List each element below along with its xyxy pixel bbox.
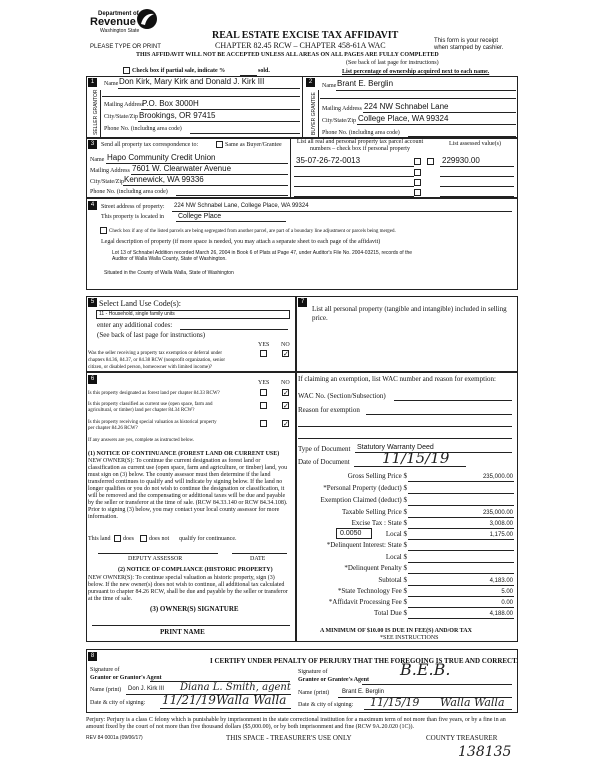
buyer-side-label: BUYER GRANTEE (311, 92, 317, 135)
grantee-date-city-label: Date & city of signing: (298, 702, 354, 708)
logo-dept-of: Department of (98, 11, 139, 17)
exemption-no-checkbox[interactable]: ✓ (283, 350, 289, 358)
segregated-parcel-checkbox[interactable] (427, 158, 434, 165)
assessed-value-header: List assessed value(s) (449, 141, 501, 147)
form-title: REAL ESTATE EXCISE TAX AFFIDAVIT (212, 30, 399, 41)
tax-row-value[interactable]: 1,175.00 (489, 532, 513, 538)
tax-row-label: *Delinquent Penalty $ (344, 564, 407, 572)
personal-property-text-1: List all personal property (tangible and intangible) included in selling (312, 305, 507, 313)
parcel-assessed-value[interactable]: 229930.00 (442, 156, 480, 165)
grantee-print-name[interactable]: Brant E. Berglin (342, 689, 385, 695)
see-instructions-note: *SEE INSTRUCTIONS (380, 635, 439, 641)
exemption-yes-checkbox[interactable] (260, 350, 267, 357)
tax-row-label: Local $ (385, 530, 407, 538)
corr-mailing-value[interactable]: 7601 W. Clearwater Avenue (132, 164, 232, 173)
land-use-code-value[interactable]: 11 - Household, single family units (99, 311, 175, 317)
corr-phone-label: Phone No. (including area code) (90, 189, 168, 195)
section-1-badge: 1 (88, 78, 97, 87)
grantor-signature-of: Signature of (90, 667, 120, 673)
same-as-buyer-label: Same as Buyer/Grantee (225, 142, 282, 148)
forest-yes-header: YES (258, 380, 270, 386)
segregated-checkbox[interactable] (100, 227, 107, 234)
personal-property-text-2: price. (312, 314, 328, 322)
same-as-buyer-checkbox[interactable] (216, 141, 223, 148)
grantee-signature[interactable]: B.E.B. (400, 660, 451, 679)
perjury-notice: Perjury: Perjury is a class C felony which is punishable by imprisonment in the state correctional institution for a maximum term of not more than five years, or by a fine in an amount fixed by the court of not more than five thousand dollars ($5,000.00), or by both imprisonment and fine (RCW 9A.20.020 (1C)). (86, 717, 506, 730)
tax-row-label: Excise Tax : State $ (351, 519, 407, 527)
parcels-header: List all real and personal property tax parcel account numbers – check box if personal property (296, 139, 424, 152)
qualify-continuance-label: qualify for continuance. (179, 536, 237, 542)
forest-no-header: NO (281, 380, 290, 386)
legal-description-line-3[interactable]: Situated in the County of Walla Walla, State of Washington (104, 270, 234, 276)
grantee-signing-city[interactable]: Walla Walla (440, 696, 505, 709)
notice-compliance-body: NEW OWNER(S): To continue special valuation as historic property, sign (3) below. If the new owner(s) does not wish to continue, all additional tax calculated pursuant to chapter 84.26 RCW, shall be due and payable by the seller or transferor at the time of sale. (88, 575, 288, 602)
section-2-badge: 2 (306, 78, 315, 87)
forest-q3-yes-checkbox[interactable] (260, 420, 267, 427)
corr-name-value[interactable]: Hapo Community Credit Union (107, 153, 216, 162)
seller-mailing-label: Mailing Address (104, 102, 144, 108)
receipt-note: This form is your receipt when stamped by cashier. (434, 38, 504, 51)
buyer-mailing-value[interactable]: 224 NW Schnabel Lane (364, 102, 449, 111)
exemption-question-1: Was the seller receiving a property tax exemption or deferral under (88, 351, 222, 356)
section-7-badge: 7 (298, 298, 307, 307)
seller-city-value[interactable]: Brookings, OR 97415 (139, 111, 216, 120)
ownership-note: List percentage of ownership acquired next to each name. (342, 69, 490, 75)
section-8-badge: 8 (88, 652, 97, 661)
tax-row-label: Subtotal $ (378, 576, 407, 584)
this-land-label: This land (88, 536, 111, 542)
notice-compliance-title: (2) NOTICE OF COMPLIANCE (HISTORIC PROPERTY) (118, 567, 273, 573)
tax-row-value[interactable]: 0.00 (501, 600, 513, 606)
legal-description-line-1[interactable]: Lot 13 of Schnabel Addition recorded March 26, 2004 in Book 6 of Plats at Page 47, under Auditor's File No. 2004-03215, records of the (112, 250, 413, 256)
grantor-signing-city[interactable]: Walla Walla (216, 693, 287, 707)
grantor-date-city-label: Date & city of signing: (90, 700, 146, 706)
grantee-signature-of: Signature of (298, 669, 328, 675)
please-type: PLEASE TYPE OR PRINT (90, 44, 161, 50)
additional-codes-label: enter any additional codes: (97, 321, 173, 329)
grantor-print-name[interactable]: Don J. Kirk III (128, 686, 165, 692)
seller-city-label: City/State/Zip (104, 114, 138, 120)
treasurer-stamp-number: 138135 (458, 744, 512, 760)
minimum-fee-note: A MINIMUM OF $10.00 IS DUE IN FEE(S) AND/OR TAX (320, 628, 472, 634)
tax-row-value[interactable]: 3,008.00 (489, 521, 513, 527)
buyer-name-value[interactable]: Brant E. Berglin (337, 79, 394, 88)
street-address-value[interactable]: 224 NW Schnabel Lane, College Place, WA 99324 (174, 203, 309, 209)
forest-q3-no-checkbox[interactable]: ✓ (283, 420, 289, 428)
wac-number-input[interactable] (394, 400, 512, 401)
deputy-date-line[interactable] (232, 553, 287, 554)
tax-row-label: Gross Selling Price $ (347, 472, 407, 480)
deputy-date-label: DATE (250, 556, 266, 562)
legal-description-label: Legal description of property (if more space is needed, you may attach a separate sheet to each page of the affidavit) (101, 239, 381, 245)
land-use-see-back: (See back of last page for instructions) (97, 331, 206, 339)
section-3-badge: 3 (88, 140, 97, 149)
notice-continuance-title: (1) NOTICE OF CONTINUANCE (FOREST LAND OR CURRENT USE) (88, 451, 280, 457)
logo-revenue: Revenue (90, 16, 136, 28)
form-chapter: CHAPTER 82.45 RCW – CHAPTER 458-61A WAC (215, 41, 386, 50)
corr-name-label: Name (90, 157, 105, 163)
send-correspondence-label: Send all property tax correspondence to: (101, 142, 199, 148)
personal-property-checkbox[interactable] (414, 158, 421, 165)
forest-q2-no-checkbox[interactable]: ✓ (283, 402, 289, 410)
forest-q1-yes-checkbox[interactable] (260, 389, 267, 396)
forest-q2-yes-checkbox[interactable] (260, 402, 267, 409)
tax-row-value[interactable]: 235,000.00 (482, 474, 513, 480)
section-4-badge: 4 (88, 201, 97, 210)
personal-property-checkbox[interactable] (414, 169, 421, 176)
buyer-mailing-label: Mailing Address (322, 106, 362, 112)
tax-row-value[interactable]: 4,188.00 (489, 611, 513, 617)
grantee-signing-date[interactable]: 11/15/19 (370, 696, 420, 709)
seller-name-value[interactable]: Don Kirk, Mary Kirk and Donald J. Kirk III (119, 77, 265, 86)
tax-row-label: Local $ (385, 553, 407, 561)
parcel-number[interactable]: 35-07-26-72-0013 (296, 156, 361, 165)
legal-description-line-2[interactable]: Auditor of Walla Walla County, State of Washington. (112, 256, 227, 262)
partial-sale-label: Check box if partial sale, indicate % (132, 68, 226, 74)
deputy-assessor-line[interactable] (98, 553, 218, 554)
grantor-agent-label: Grantor or Grantor's Agent (90, 675, 162, 681)
tax-row-label: Total Due $ (374, 609, 407, 617)
tax-row-value[interactable]: 5.00 (501, 589, 513, 595)
not-accepted-warning: THIS AFFIDAVIT WILL NOT BE ACCEPTED UNLESS ALL AREAS ON ALL PAGES ARE FULLY COMPLETED (136, 52, 439, 58)
seller-phone-label: Phone No. (including area code) (104, 126, 182, 132)
located-in-value[interactable]: College Place (178, 213, 222, 220)
personal-property-checkbox[interactable] (414, 189, 421, 196)
owner-signature-line[interactable] (92, 625, 290, 626)
segregated-label: Check box if any of the listed parcels are being segregated from another parcel, are part of a boundary line adjustment or parcels being merged. (109, 229, 396, 234)
corr-mailing-label: Mailing Address (90, 168, 130, 174)
section-5-badge: 5 (88, 298, 97, 307)
sold-label: sold. (258, 68, 270, 74)
tax-row-label: Exemption Claimed (deduct) $ (320, 496, 407, 504)
partial-sale-checkbox[interactable] (123, 67, 130, 74)
grantor-signing-date[interactable]: 11/21/19 (162, 693, 216, 707)
exemption-reason-input[interactable] (366, 414, 512, 415)
grantee-signature-line[interactable] (362, 684, 512, 685)
land-use-yes-header: YES (258, 342, 270, 348)
grantor-agent-signature[interactable]: Diana L. Smith, agent (180, 682, 291, 693)
street-address-label: Street address of property: (101, 204, 165, 210)
buyer-name-label: Name (322, 83, 337, 89)
forest-question-3b: per chapter 84.26 RCW? (88, 426, 138, 431)
buyer-phone-label: Phone No. (including area code) (322, 130, 400, 136)
tax-row-label: *Affidavit Processing Fee $ (328, 598, 407, 606)
grantee-name-print-label: Name (print) (298, 690, 330, 696)
seller-name-label: Name (104, 81, 119, 87)
county-treasurer-label: COUNTY TREASURER (426, 734, 498, 742)
land-use-no-header: NO (281, 342, 290, 348)
land-does-checkbox[interactable] (114, 535, 121, 542)
owner-signature-label: (3) OWNER(S) SIGNATURE (150, 605, 239, 613)
additional-codes-input[interactable] (180, 329, 288, 330)
seller-side-label: SELLER GRANTOR (93, 89, 99, 135)
deputy-assessor-label: DEPUTY ASSESSOR (128, 556, 183, 562)
land-use-label: Select Land Use Code(s): (99, 299, 181, 308)
tax-row-label: *State Technology Fee $ (337, 587, 407, 595)
exemption-question-2: chapters 84.36, 84.37, or 84.38 RCW (nonprofit organization, senior (88, 358, 226, 363)
wac-number-label: WAC No. (Section/Subsection) (298, 392, 386, 400)
notice-continuance-body: NEW OWNER(S): To continue the current designation as forest land or classification as current use (open space, farm and agriculture, or timber) land, you must sign on (3) below. The county assessor must then determine if the land transferred continues to qualify and will indicate by signing below. If the land no longer qualifies or you do not wish to continue the designation or classification, it will be removed and the compensating or additional taxes will be due and payable by the seller or transferor at the time of sale. (RCW 84.33.140 or RCW 84.34.108). Prior to signing (3) below, you may contact your local county assessor for more information. (88, 458, 288, 520)
land-does-label: does (123, 536, 134, 542)
land-does-not-checkbox[interactable] (140, 535, 147, 542)
certify-statement: I CERTIFY UNDER PENALTY OF PERJURY THAT THE FOREGOING IS TRUE AND CORRECT. (210, 657, 519, 665)
logo-state: Washington State (100, 28, 140, 34)
claim-exemption-label: If claiming an exemption, list WAC number and reason for exemption: (298, 375, 496, 383)
forest-question-2b: agricultural, or timber) land per chapter 84.34 RCW? (88, 408, 195, 413)
buyer-city-value[interactable]: College Place, WA 99324 (358, 114, 449, 123)
grantee-agent-label: Grantee or Grantee's Agent (298, 677, 370, 683)
local-rate-value[interactable]: 0.0050 (340, 530, 362, 537)
grantor-name-print-label: Name (print) (90, 687, 122, 693)
forest-q1-no-checkbox[interactable]: ✓ (283, 389, 289, 397)
tax-row-value[interactable]: 4,183.00 (489, 578, 513, 584)
section-6-badge: 6 (88, 375, 97, 384)
forest-question-3a: Is this property receiving special valuation as historical property (88, 420, 217, 425)
exemption-reason-label: Reason for exemption (298, 406, 360, 414)
tax-row-label: Taxable Selling Price $ (341, 508, 407, 516)
document-date-label: Date of Document (298, 458, 350, 466)
located-in-label: This property is located in (101, 214, 164, 220)
document-date-value[interactable]: 11/15/19 (382, 449, 450, 467)
exemption-question-3: citizen, or disabled person, homeowner with limited income)? (88, 365, 212, 370)
tax-row-label: *Delinquent Interest: State $ (326, 541, 407, 549)
corr-city-label: City/State/Zip (90, 179, 124, 185)
tax-row-value[interactable]: 235,000.00 (482, 510, 513, 516)
corr-city-value[interactable]: Kennewick, WA 99336 (124, 175, 204, 184)
tax-row-label: *Personal Property (deduct) $ (323, 484, 407, 492)
buyer-city-label: City/State/Zip (322, 118, 356, 124)
personal-property-checkbox[interactable] (414, 179, 421, 186)
document-type-value[interactable]: Statutory Warranty Deed (357, 444, 434, 451)
seller-mailing-value[interactable]: P.O. Box 3000H (142, 99, 199, 108)
land-does-not-label: does not (149, 536, 170, 542)
see-back-header: (See back of last page for instructions) (346, 60, 439, 66)
print-name-label: PRINT NAME (160, 628, 205, 636)
form-revision: REV 84 0001a (09/06/17) (86, 735, 143, 741)
document-type-label: Type of Document (298, 445, 351, 453)
forest-question-1: Is this property designated as forest land per chapter 84.33 RCW? (88, 391, 220, 396)
treasurer-space-label: THIS SPACE - TREASURER'S USE ONLY (226, 734, 352, 742)
forest-question-2a: Is this property classified as current use (open space, farm and (88, 402, 213, 407)
if-yes-instruction: If any answers are yes, complete as instructed below. (88, 438, 195, 443)
